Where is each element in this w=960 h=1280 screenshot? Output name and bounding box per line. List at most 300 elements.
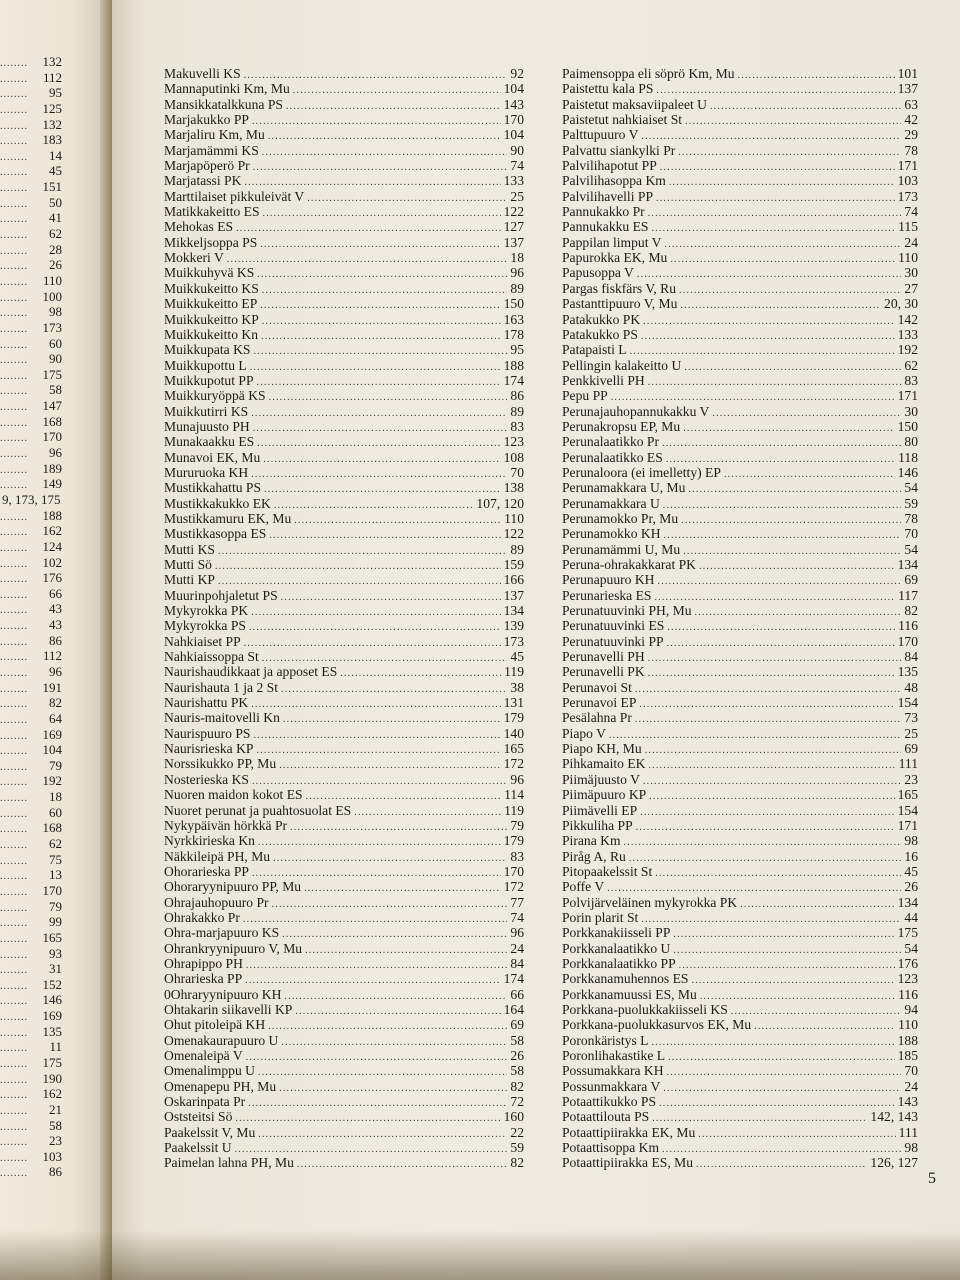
dot-leader xyxy=(731,1004,902,1019)
index-entry xyxy=(164,465,524,480)
page-reference: 185 xyxy=(897,1048,918,1063)
dot-leader xyxy=(660,160,895,175)
index-entry xyxy=(164,219,524,234)
dot-leader: ........ xyxy=(0,292,28,304)
dot-leader xyxy=(695,605,902,620)
index-entry xyxy=(562,1140,918,1155)
dot-leader: ........ xyxy=(0,355,28,367)
page-reference: 58 xyxy=(49,382,62,398)
page-reference: 74 xyxy=(510,158,524,174)
page-reference: 176 xyxy=(897,955,918,971)
page-reference: 58 xyxy=(49,1117,62,1133)
dot-leader xyxy=(680,298,881,313)
recipe-name: Muikkukeitto KP xyxy=(164,311,259,327)
recipe-name: Mustikkasoppa ES xyxy=(164,526,267,542)
page-reference: 191 xyxy=(42,679,62,695)
index-entry xyxy=(562,542,918,557)
page-reference: 78 xyxy=(904,142,918,158)
index-entry xyxy=(164,603,524,618)
recipe-name: Marjaliru Km, Mu xyxy=(164,127,265,143)
dot-leader xyxy=(218,544,507,559)
page-reference: 82 xyxy=(49,695,62,711)
dot-leader: ........ xyxy=(0,167,28,179)
dot-leader: ........ xyxy=(0,230,28,242)
index-entry xyxy=(562,388,918,403)
dot-leader: ........ xyxy=(0,308,28,320)
page-reference: 30 xyxy=(904,265,918,281)
recipe-name: Perunamakkara U xyxy=(562,495,660,511)
index-entry xyxy=(164,695,524,710)
page-reference: 114 xyxy=(504,787,524,803)
dot-leader xyxy=(624,835,902,850)
left-index-entry xyxy=(0,351,62,367)
index-entry xyxy=(562,250,918,265)
page-reference: 133 xyxy=(897,326,918,342)
dot-leader xyxy=(246,958,507,973)
dot-leader xyxy=(740,897,894,912)
page-reference: 170 xyxy=(897,633,918,649)
page-reference: 162 xyxy=(42,1086,62,1102)
index-entry xyxy=(562,127,918,142)
dot-leader xyxy=(243,912,508,927)
page-reference: 108 xyxy=(503,449,524,465)
page-reference: 74 xyxy=(510,909,524,925)
dot-leader: ........ xyxy=(0,667,28,679)
left-index-entry xyxy=(0,805,62,821)
page-reference: 9, 173, 175 xyxy=(2,491,61,507)
page-reference: 22 xyxy=(510,1124,524,1140)
left-index-entry xyxy=(0,570,62,586)
index-entry xyxy=(562,649,918,664)
dot-leader: ........ xyxy=(0,949,28,961)
recipe-name: Piapo V xyxy=(562,725,606,741)
page-reference: 90 xyxy=(49,351,62,367)
index-entry xyxy=(562,219,918,234)
page-reference: 122 xyxy=(503,204,524,220)
page-reference: 125 xyxy=(42,100,62,116)
page-reference: 171 xyxy=(897,158,918,174)
page-reference: 86 xyxy=(510,388,524,404)
index-entry xyxy=(164,925,524,940)
page-reference: 183 xyxy=(42,132,62,148)
page-reference: 23 xyxy=(49,1133,62,1149)
index-entry xyxy=(562,895,918,910)
left-index-entry xyxy=(0,1024,62,1040)
dot-leader xyxy=(712,406,901,421)
left-index-entry xyxy=(0,289,62,305)
dot-leader xyxy=(681,513,901,528)
page-reference: 60 xyxy=(49,335,62,351)
index-entry xyxy=(562,312,918,327)
page-reference: 173 xyxy=(503,633,524,649)
recipe-name: Perunavelli PK xyxy=(562,664,645,680)
page-reference: 132 xyxy=(42,116,62,132)
dot-leader xyxy=(692,973,895,988)
dot-leader xyxy=(304,881,501,896)
dot-leader xyxy=(664,237,901,252)
index-entry xyxy=(562,787,918,802)
dot-leader xyxy=(663,1081,901,1096)
index-entry xyxy=(562,327,918,342)
page-reference: 169 xyxy=(42,1008,62,1024)
recipe-name: Perunakropsu EP, Mu xyxy=(562,418,681,434)
recipe-name: Pepu PP xyxy=(562,388,608,404)
page-reference: 62 xyxy=(49,226,62,242)
left-index-entry xyxy=(0,336,62,352)
recipe-name: Potaattilouta PS xyxy=(562,1109,650,1125)
recipe-name: Naurispuuro PS xyxy=(164,725,251,741)
recipe-name: Piimäjuusto V xyxy=(562,771,640,787)
dot-leader: ........ xyxy=(0,151,28,163)
dot-leader xyxy=(648,666,895,681)
recipe-name: Mustikkahattu PS xyxy=(164,480,262,496)
recipe-name: Muikkukeitto KS xyxy=(164,280,259,296)
recipe-name: Poronkäristys L xyxy=(562,1032,649,1048)
recipe-name: Perunamakkara U, Mu xyxy=(562,480,686,496)
recipe-name: Pastanttipuuro V, Mu xyxy=(562,296,678,312)
page-reference: 178 xyxy=(503,326,524,342)
page-reference: 162 xyxy=(42,523,62,539)
left-page-column xyxy=(0,54,62,1180)
recipe-name: Ohrajauhopuuro Pr xyxy=(164,894,269,910)
dot-leader: ........ xyxy=(0,370,28,382)
page-reference: 170 xyxy=(503,112,524,128)
dot-leader: ........ xyxy=(0,276,28,288)
recipe-name: Munakaakku ES xyxy=(164,434,255,450)
index-entry xyxy=(164,649,524,664)
page-reference: 23 xyxy=(904,771,918,787)
dot-leader xyxy=(636,820,895,835)
index-entry xyxy=(562,404,918,419)
page-reference: 140 xyxy=(503,725,524,741)
left-index-entry xyxy=(0,367,62,383)
dot-leader xyxy=(258,1127,507,1142)
dot-leader: ........ xyxy=(0,589,28,601)
dot-leader xyxy=(235,1111,500,1126)
index-entry xyxy=(562,1079,918,1094)
recipe-name: Paakelssit V, Mu xyxy=(164,1124,256,1140)
dot-leader: ........ xyxy=(0,965,28,977)
page-reference: 110 xyxy=(898,250,918,266)
index-entry xyxy=(164,265,524,280)
page-reference: 146 xyxy=(897,464,918,480)
dot-leader: ........ xyxy=(0,683,28,695)
dot-leader xyxy=(340,666,501,681)
page-reference: 188 xyxy=(42,507,62,523)
dot-leader xyxy=(253,160,508,175)
index-entry xyxy=(164,1002,524,1017)
page-reference: 25 xyxy=(904,725,918,741)
index-entry xyxy=(164,833,524,848)
dot-leader: ........ xyxy=(0,386,28,398)
page-reference: 94 xyxy=(904,1001,918,1017)
page-reference: 69 xyxy=(904,572,918,588)
dot-leader: ........ xyxy=(0,933,28,945)
page-reference: 146 xyxy=(42,992,62,1008)
page-reference: 84 xyxy=(904,649,918,665)
dot-leader xyxy=(669,175,895,190)
dot-leader: ........ xyxy=(0,339,28,351)
left-index-entry xyxy=(0,492,62,508)
index-entry xyxy=(562,511,918,526)
page-reference: 126, 127 xyxy=(870,1155,918,1171)
dot-leader xyxy=(641,329,895,344)
page-reference: 14 xyxy=(49,147,62,163)
page-reference: 104 xyxy=(503,81,524,97)
page-reference: 116 xyxy=(898,986,918,1002)
page-reference: 151 xyxy=(42,179,62,195)
dot-leader xyxy=(678,145,901,160)
recipe-name: Pitopaakelssit St xyxy=(562,863,653,879)
left-index-entry xyxy=(0,1102,62,1118)
recipe-name: Porkkanalaatikko U xyxy=(562,940,671,956)
page-reference: 111 xyxy=(898,756,918,772)
left-index-entry xyxy=(0,54,62,70)
recipe-name: Possunmakkara V xyxy=(562,1078,661,1094)
left-index-entry xyxy=(0,226,62,242)
dot-leader: ........ xyxy=(0,417,28,429)
dot-leader: ........ xyxy=(0,214,28,226)
left-index-entry xyxy=(0,1008,62,1024)
recipe-name: Matikkakeitto ES xyxy=(164,204,260,220)
recipe-name: Ohut pitoleipä KH xyxy=(164,1017,266,1033)
dot-leader: ........ xyxy=(0,58,28,69)
page-reference: 42 xyxy=(904,112,918,128)
page-reference: 18 xyxy=(49,789,62,805)
recipe-name: Porkkana-puolukkakiisseli KS xyxy=(562,1001,728,1017)
recipe-name: Patapaisti L xyxy=(562,342,627,358)
dot-leader: ........ xyxy=(0,996,28,1008)
dot-leader: ........ xyxy=(0,761,28,773)
page-reference: 123 xyxy=(897,971,918,987)
recipe-name: Muikkuhyvä KS xyxy=(164,265,255,281)
dot-leader xyxy=(663,498,902,513)
dot-leader: ........ xyxy=(0,855,28,867)
dot-leader: ........ xyxy=(0,1074,28,1086)
index-entry xyxy=(164,373,524,388)
recipe-name: Perunarieska ES xyxy=(562,587,652,603)
dot-leader: ........ xyxy=(0,699,28,711)
page-reference: 66 xyxy=(510,986,524,1002)
page-reference: 137 xyxy=(503,234,524,250)
page-reference: 139 xyxy=(503,618,524,634)
page-reference: 11 xyxy=(49,1039,62,1055)
recipe-name: Makuvelli KS xyxy=(164,66,241,81)
index-entry xyxy=(562,358,918,373)
dot-leader: ........ xyxy=(0,871,28,883)
recipe-name: Nahkiaissoppa St xyxy=(164,649,259,665)
left-index-entry xyxy=(0,883,62,899)
index-entry xyxy=(164,296,524,311)
dot-leader xyxy=(648,651,902,666)
page-reference: 154 xyxy=(897,802,918,818)
index-entry xyxy=(562,296,918,311)
dot-leader: ........ xyxy=(0,449,28,461)
recipe-name: Muikkupottu L xyxy=(164,357,247,373)
dot-leader xyxy=(283,712,501,727)
page-reference: 170 xyxy=(503,863,524,879)
recipe-name: Pellingin kalakeitto U xyxy=(562,357,682,373)
recipe-name: Ohoraryynipuuro PP, Mu xyxy=(164,879,302,895)
recipe-name: Pannukakko Pr xyxy=(562,204,645,220)
page-reference: 96 xyxy=(510,771,524,787)
dot-leader xyxy=(293,83,501,98)
page-reference: 137 xyxy=(897,81,918,97)
page-reference: 54 xyxy=(904,940,918,956)
dot-leader xyxy=(269,390,508,405)
page-reference: 168 xyxy=(42,413,62,429)
index-entry xyxy=(562,726,918,741)
page-reference: 80 xyxy=(904,434,918,450)
dot-leader: ........ xyxy=(0,793,28,805)
page-reference: 143 xyxy=(503,96,524,112)
page-reference: 45 xyxy=(904,863,918,879)
dot-leader xyxy=(258,835,501,850)
dot-leader xyxy=(710,99,901,114)
page-reference: 28 xyxy=(49,241,62,257)
page-reference: 179 xyxy=(503,710,524,726)
page-reference: 116 xyxy=(898,618,918,634)
dot-leader: ........ xyxy=(0,183,28,195)
recipe-name: Marjatassi PK xyxy=(164,173,242,189)
recipe-name: Oskarinpata Pr xyxy=(164,1094,246,1110)
index-entry xyxy=(562,158,918,173)
recipe-name: Nuoret perunat ja puahtosuolat ES xyxy=(164,802,352,818)
left-index-entry xyxy=(0,914,62,930)
page-reference: 170 xyxy=(42,429,62,445)
dot-leader xyxy=(268,129,501,144)
index-entry xyxy=(164,1094,524,1109)
dot-leader xyxy=(651,221,895,236)
left-index-entry xyxy=(0,742,62,758)
page-reference: 107, 120 xyxy=(476,495,524,511)
page-reference: 172 xyxy=(503,756,524,772)
dot-leader: ........ xyxy=(0,886,28,898)
left-index-entry xyxy=(0,320,62,336)
index-entry xyxy=(164,127,524,142)
index-entry xyxy=(562,572,918,587)
index-entry xyxy=(164,204,524,219)
page-reference: 24 xyxy=(510,940,524,956)
dot-leader: ........ xyxy=(0,480,28,492)
recipe-name: Ohtakarin siikavelli KP xyxy=(164,1001,293,1017)
page-reference: 45 xyxy=(510,649,524,665)
index-entry xyxy=(164,710,524,725)
page-reference: 170 xyxy=(42,882,62,898)
index-entry xyxy=(164,450,524,465)
dot-leader xyxy=(305,943,507,958)
left-index-entry xyxy=(0,429,62,445)
index-entry xyxy=(562,450,918,465)
page-reference: 60 xyxy=(49,804,62,820)
recipe-name: Omenaleipä V xyxy=(164,1048,243,1063)
page-number: 5 xyxy=(928,1170,936,1187)
page-reference: 118 xyxy=(898,449,918,465)
dot-leader xyxy=(281,682,507,697)
page-reference: 134 xyxy=(897,557,918,572)
page-reference: 159 xyxy=(503,557,524,572)
index-entry xyxy=(562,1094,918,1109)
index-entry xyxy=(164,404,524,419)
dot-leader xyxy=(261,329,501,344)
dot-leader: ........ xyxy=(0,73,28,85)
left-index-entry xyxy=(0,727,62,743)
dot-leader: ........ xyxy=(0,714,28,726)
page-reference: 96 xyxy=(510,925,524,941)
page-reference: 123 xyxy=(503,434,524,450)
page-reference: 172 xyxy=(503,879,524,895)
index-entry xyxy=(562,265,918,280)
recipe-name: Perunajauhopannukakku V xyxy=(562,403,710,419)
dot-leader xyxy=(262,314,501,329)
page-reference: 112 xyxy=(42,69,62,85)
page-reference: 143 xyxy=(897,1094,918,1110)
left-index-entry xyxy=(0,257,62,273)
recipe-name: Piråg A, Ru xyxy=(562,848,626,864)
dot-leader xyxy=(659,1096,895,1111)
page-reference: 79 xyxy=(49,898,62,914)
page-reference: 115 xyxy=(898,219,918,235)
dot-leader xyxy=(307,191,507,206)
index-entry xyxy=(164,542,524,557)
dot-leader xyxy=(251,697,500,712)
index-entry xyxy=(164,1155,524,1170)
recipe-name: Patakukko PK xyxy=(562,311,641,327)
page-reference: 86 xyxy=(49,632,62,648)
dot-leader xyxy=(649,789,894,804)
recipe-name: Mokkeri V xyxy=(164,250,224,266)
index-entry xyxy=(164,1140,524,1155)
page-reference: 63 xyxy=(904,96,918,112)
index-entry xyxy=(164,66,524,81)
page-reference: 110 xyxy=(898,1017,918,1033)
index-entry xyxy=(164,97,524,112)
dot-leader xyxy=(635,682,902,697)
recipe-name: Ohorarieska PP xyxy=(164,863,249,879)
page-reference: 62 xyxy=(904,357,918,373)
index-entry xyxy=(164,818,524,833)
index-entry xyxy=(562,849,918,864)
page-reference: 142 xyxy=(897,311,918,327)
page-reference: 70 xyxy=(510,464,524,480)
dot-leader: ........ xyxy=(0,542,28,554)
dot-leader: ........ xyxy=(0,730,28,742)
recipe-name: Muikkupata KS xyxy=(164,342,251,358)
index-entry xyxy=(164,235,524,250)
recipe-name: Näkkileipä PH, Mu xyxy=(164,848,271,864)
page-reference: 133 xyxy=(503,173,524,189)
index-entry xyxy=(164,803,524,818)
page-reference: 38 xyxy=(510,679,524,695)
page-reference: 101 xyxy=(897,66,918,81)
index-entry xyxy=(164,419,524,434)
page-reference: 134 xyxy=(897,894,918,910)
page-reference: 25 xyxy=(510,188,524,204)
recipe-name: Perunavoi EP xyxy=(562,695,637,711)
dot-leader: ........ xyxy=(0,652,28,664)
dot-leader xyxy=(262,145,508,160)
page-reference: 135 xyxy=(42,1023,62,1039)
dot-leader: ........ xyxy=(0,1059,28,1070)
left-index-entry xyxy=(0,101,62,117)
dot-leader xyxy=(683,544,901,559)
dot-leader xyxy=(643,314,894,329)
index-entry xyxy=(562,803,918,818)
page-reference: 83 xyxy=(510,848,524,864)
page-reference: 179 xyxy=(503,833,524,849)
recipe-name: Paimensoppa eli söprö Km, Mu xyxy=(562,66,735,81)
recipe-name: Porkkanamuussi ES, Mu xyxy=(562,986,697,1002)
